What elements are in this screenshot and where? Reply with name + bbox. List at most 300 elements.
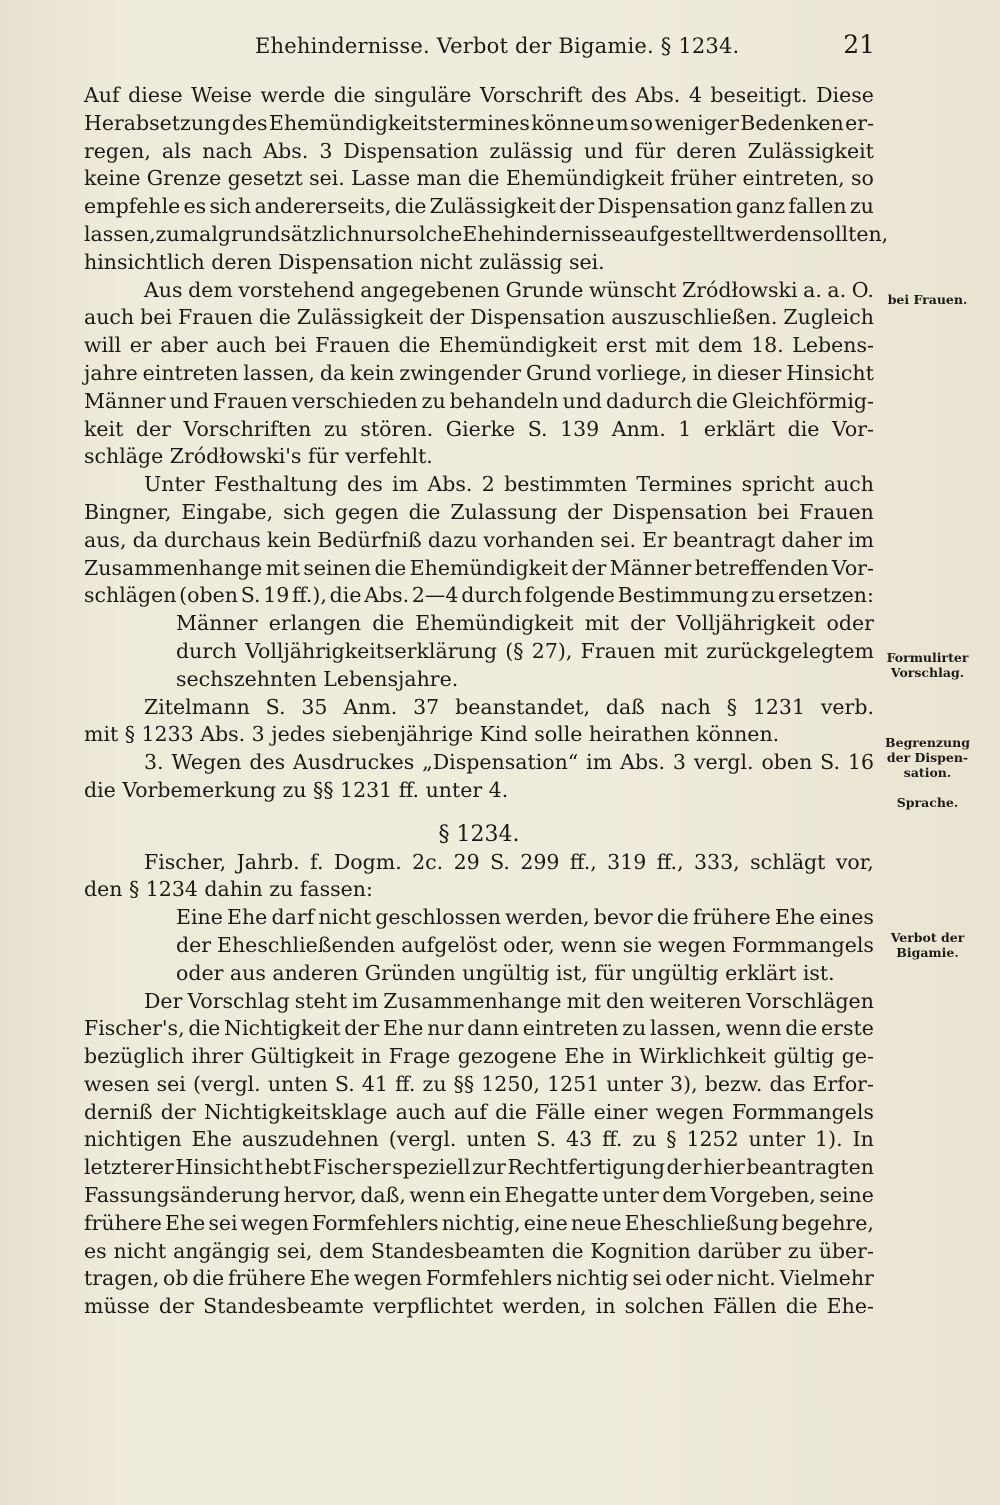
word: ob — [163, 1266, 189, 1291]
word: angängig — [173, 1238, 270, 1263]
word: gesetzt — [227, 166, 303, 191]
word: zu — [422, 1071, 447, 1096]
word: vergl. — [693, 750, 754, 775]
word: ff., — [569, 849, 597, 874]
word: dadurch — [606, 388, 693, 413]
word: sei — [208, 1210, 238, 1235]
word: Hinsicht — [175, 1155, 263, 1180]
word: 319 — [607, 849, 647, 874]
word: auszudehnen — [241, 1127, 379, 1152]
word: f. — [310, 849, 324, 874]
word: Gleichförmig- — [731, 388, 874, 413]
word: es — [183, 194, 207, 219]
word: um — [596, 110, 629, 135]
word: dem — [188, 277, 233, 302]
text-line — [84, 304, 874, 332]
word: dann — [467, 1016, 519, 1041]
word: 139 — [560, 416, 600, 441]
word: grundsätzlich — [217, 221, 360, 246]
word: 3 — [672, 750, 686, 775]
text-line — [84, 527, 874, 555]
word: ge- — [841, 1044, 874, 1069]
word: wegen — [353, 1266, 422, 1291]
word: die — [408, 499, 441, 524]
word: aus, — [84, 527, 127, 552]
word: 19 — [263, 583, 290, 608]
word: (oben — [179, 583, 238, 608]
text-line — [84, 749, 874, 777]
word: 3 — [319, 138, 333, 163]
word: S. — [536, 1127, 557, 1152]
word: mit — [655, 333, 690, 358]
word: wenn — [560, 932, 617, 957]
word: Anm. — [343, 694, 398, 719]
word: Auf — [84, 83, 120, 107]
text-line — [84, 277, 874, 305]
word: im — [392, 472, 419, 497]
word: unter — [602, 1183, 659, 1208]
word: Standesbeamte — [203, 1294, 364, 1319]
word: Abs. — [620, 750, 666, 775]
word: der — [666, 1155, 702, 1180]
text-line — [84, 388, 874, 416]
word: Grunde — [505, 277, 584, 302]
word: seine — [819, 1183, 874, 1208]
word: Dispensation — [612, 499, 748, 524]
word: neue — [570, 1210, 622, 1235]
text-line: den § 1234 dahin zu fassen: — [84, 877, 373, 902]
word: Zulassung — [450, 499, 558, 524]
page-header — [255, 30, 875, 64]
word: der — [567, 499, 603, 524]
word: stören. — [360, 416, 434, 441]
word: „Dispensation“ — [422, 750, 579, 775]
word: wegen — [655, 1099, 724, 1124]
word: der — [344, 1016, 380, 1041]
word: Der — [144, 988, 183, 1013]
word: des — [231, 110, 268, 135]
word: Frauen — [580, 638, 656, 663]
text-line — [84, 82, 874, 110]
text-line — [84, 165, 874, 193]
word: frühere — [84, 1210, 162, 1235]
word: behandeln — [449, 388, 559, 413]
word: der — [160, 1099, 196, 1124]
word: die — [785, 1294, 818, 1319]
word: für — [634, 138, 666, 163]
word: die — [551, 1238, 584, 1263]
word: so — [630, 110, 653, 135]
word: Frauen — [799, 499, 874, 524]
word: unter — [606, 1071, 663, 1096]
word: die — [394, 194, 427, 219]
word: tragen, — [84, 1266, 160, 1291]
text-line — [84, 332, 874, 360]
text-line — [84, 638, 874, 666]
text-line — [84, 110, 874, 138]
word: Ehe — [191, 1127, 232, 1152]
word: daß, — [360, 1183, 406, 1208]
word: Volljährigkeitserklärung — [245, 638, 498, 663]
word: erste — [821, 1016, 874, 1041]
word: nach — [202, 138, 253, 163]
word: 1251 — [547, 1071, 600, 1096]
word: Grenze — [146, 166, 222, 191]
word: 35 — [301, 694, 328, 719]
text-line — [84, 1015, 874, 1043]
word: 16 — [847, 750, 874, 775]
word: auch — [84, 305, 135, 330]
word: Zulässigkeit — [747, 138, 874, 163]
word: die — [333, 83, 366, 107]
word: S. — [490, 849, 510, 874]
word: diese — [128, 83, 183, 107]
word: lassen, — [84, 221, 156, 246]
word: Vorschrift — [479, 83, 583, 107]
word: als — [161, 138, 192, 163]
word: Wirklichkeit — [639, 1044, 766, 1069]
word: oben — [761, 750, 813, 775]
word: er — [129, 333, 152, 358]
word: regen, — [84, 138, 151, 163]
word: erklärt — [703, 416, 776, 441]
word: wegen — [657, 932, 727, 957]
word: Fischer — [312, 1155, 391, 1180]
word: speziell — [392, 1155, 471, 1180]
text-line — [84, 1126, 874, 1154]
word: zurückgelegtem — [706, 638, 874, 663]
word: S. — [240, 583, 261, 608]
text-line: die Vorbemerkung zu §§ 1231 ff. unter 4. — [84, 777, 509, 802]
word: Rechtfertigung — [507, 1155, 665, 1180]
word: aufgestellt — [623, 221, 735, 246]
word: Zugleich — [783, 305, 874, 330]
word: Dispensation — [343, 138, 479, 163]
word: vorhanden — [483, 527, 595, 552]
word: sei. — [309, 166, 345, 191]
word: 1252 — [686, 1127, 739, 1152]
word: die — [785, 1016, 818, 1041]
word: (§ — [505, 638, 524, 663]
word: man — [416, 166, 462, 191]
word: nicht — [113, 1238, 167, 1263]
page-number: 21 — [843, 30, 875, 59]
word: Fassungsänderung — [84, 1183, 281, 1208]
word: der — [135, 416, 171, 441]
word: 2 — [481, 472, 495, 497]
word: werde — [260, 83, 326, 107]
word: empfehle — [84, 194, 181, 219]
word: weiteren — [649, 988, 742, 1013]
word: 299 — [520, 849, 560, 874]
word: im — [586, 750, 613, 775]
word: unter — [748, 1127, 806, 1152]
word: Eheschließenden — [217, 932, 396, 957]
word: die — [258, 305, 291, 330]
word: Ehe- — [826, 1294, 874, 1319]
word: verpflichtet — [372, 1294, 494, 1319]
word: a. — [827, 277, 847, 302]
word: auch — [395, 1099, 446, 1124]
word: schlägt — [750, 849, 826, 874]
word: folgende — [524, 583, 615, 608]
word: erst — [605, 333, 647, 358]
word: 3), — [670, 1071, 698, 1096]
word: beanstandet, — [455, 694, 590, 719]
word: 1). — [815, 1127, 843, 1152]
word: ff. — [395, 1071, 416, 1096]
word: angegebenen — [360, 277, 500, 302]
word: der — [429, 305, 465, 330]
word: des — [249, 750, 286, 775]
word: die — [495, 1099, 527, 1124]
word: Bingner, — [84, 499, 172, 524]
text-line: oder aus anderen Gründen ungültig ist, für ungültig erklärt ist. — [176, 960, 835, 985]
word: der — [158, 1294, 194, 1319]
section-heading: § 1234. — [438, 821, 520, 847]
word: unten — [466, 1127, 527, 1152]
word: keit — [84, 416, 124, 441]
word: in — [361, 1044, 382, 1069]
word: durchaus — [164, 527, 261, 552]
word: in — [595, 1294, 616, 1319]
word: werden, — [505, 905, 590, 930]
word: und — [169, 388, 210, 413]
word: zur — [472, 1155, 506, 1180]
word: betreffenden — [694, 555, 829, 580]
word: die — [656, 905, 689, 930]
word: Erfor- — [812, 1071, 874, 1096]
word: Formfehlers — [425, 1266, 553, 1291]
word: ersetzen: — [778, 583, 874, 608]
word: andererseits, — [254, 194, 392, 219]
word: der — [559, 194, 595, 219]
word: oder — [665, 1266, 713, 1291]
word: verschieden — [291, 388, 418, 413]
word: die — [329, 583, 362, 608]
word: Lasse — [351, 166, 411, 191]
word: Ehe — [309, 1266, 350, 1291]
word: so — [851, 166, 874, 191]
word: Abs. — [427, 472, 473, 497]
word: Dispensation — [597, 194, 733, 219]
word: bezw. — [704, 1071, 763, 1096]
word: ganz — [735, 194, 786, 219]
section-gap — [84, 805, 874, 821]
word: Ehemündigkeitstermines — [269, 110, 530, 135]
text-line — [84, 471, 874, 499]
word: bei — [274, 333, 307, 358]
word: Abs. — [364, 583, 410, 608]
text-line — [84, 849, 874, 877]
word: (vergl. — [388, 1127, 457, 1152]
word: jahre — [84, 360, 138, 385]
text-line — [84, 1154, 874, 1182]
word: eines — [819, 905, 874, 930]
word: ein — [469, 1183, 501, 1208]
word: Nichtigkeit — [224, 1016, 341, 1041]
word: Ehemündigkeit — [505, 166, 665, 191]
margin-note-bei-frauen: bei Frauen. — [887, 292, 968, 307]
word: S. — [334, 1071, 355, 1096]
word: lassen, — [243, 360, 315, 385]
word: dem — [319, 1238, 364, 1263]
word: Bedenken — [740, 110, 844, 135]
word: 2c. — [412, 849, 444, 874]
word: erlangen — [268, 611, 362, 636]
word: wesen — [84, 1071, 150, 1096]
word: O. — [851, 277, 874, 302]
word: a. — [803, 277, 822, 302]
word: kein — [350, 360, 395, 385]
word: nur — [427, 1016, 464, 1041]
text-line: hinsichtlich deren Dispensation nicht zulässig sei. — [84, 249, 605, 274]
word: sich — [209, 194, 252, 219]
word: früher — [670, 166, 737, 191]
word: Ehemündigkeit — [409, 555, 568, 580]
text-line — [84, 582, 874, 610]
word: 1 — [678, 416, 692, 441]
word: sei — [156, 1071, 186, 1096]
word: Ehegatte — [504, 1183, 599, 1208]
word: Nichtigkeitsklage — [203, 1099, 388, 1124]
word: mit — [584, 611, 619, 636]
word: Ehe — [227, 905, 268, 930]
word: schlägen — [84, 583, 177, 608]
word: hebt — [264, 1155, 312, 1180]
word: mit — [566, 988, 601, 1013]
word: Unter — [144, 472, 205, 497]
word: 18. — [751, 333, 784, 358]
word: Frauen — [213, 388, 288, 413]
word: sei — [632, 1266, 662, 1291]
word: Ehe — [164, 1210, 206, 1235]
word: Abs. — [263, 138, 309, 163]
word: wünscht — [588, 277, 677, 302]
text-line: mit § 1233 Abs. 3 jedes siebenjährige Kind solle heirathen können. — [84, 722, 780, 747]
word: Wegen — [171, 750, 242, 775]
word: beseitigt. — [710, 83, 808, 107]
text-line — [84, 1238, 874, 1266]
word: Gültigkeit — [250, 1044, 355, 1069]
word: eintreten, — [742, 166, 845, 191]
word: Zródłowski — [681, 277, 798, 302]
word: die — [398, 333, 431, 358]
word: ff., — [656, 849, 684, 874]
word: nichtig — [556, 1266, 629, 1291]
word: dem — [697, 333, 743, 358]
text-line — [84, 360, 874, 388]
word: in — [612, 1044, 632, 1069]
word: Ehemündigkeit — [415, 611, 574, 636]
word: verb. — [820, 694, 874, 719]
word: ihrer — [191, 1044, 244, 1069]
word: des — [590, 83, 627, 107]
word: zu — [632, 1127, 657, 1152]
word: Vorgeben, — [710, 1183, 816, 1208]
word: darüber — [697, 1238, 781, 1263]
word: Vorschlägen — [746, 988, 874, 1013]
word: 43 — [566, 1127, 593, 1152]
word: dieser — [717, 360, 782, 385]
word: Vor- — [831, 416, 874, 441]
word: Weise — [191, 83, 252, 107]
word: es — [84, 1238, 107, 1263]
word: Eheschließung — [624, 1210, 779, 1235]
word: in — [692, 360, 713, 385]
word: Zulässigkeit — [429, 194, 556, 219]
word: Ehe — [383, 1016, 424, 1041]
word: 1231 — [752, 694, 805, 719]
word: Zusammenhange — [84, 555, 263, 580]
word: Frage — [388, 1044, 451, 1069]
word: sollten, — [812, 221, 889, 246]
word: gegen — [334, 499, 399, 524]
word: Fischer's, — [84, 1016, 185, 1041]
word: dem — [662, 1183, 707, 1208]
word: Eingabe, — [181, 499, 274, 524]
word: seinen — [303, 555, 372, 580]
word: Volljährigkeit — [676, 611, 816, 636]
text-line — [84, 1182, 874, 1210]
word: bei — [140, 305, 172, 330]
word: unten — [267, 1071, 328, 1096]
word: der — [176, 932, 212, 957]
word: hervor, — [283, 1183, 357, 1208]
word: Er — [642, 527, 667, 552]
word: Formfehlers — [311, 1210, 439, 1235]
word: Zulässigkeit — [296, 305, 424, 330]
word: wegen — [240, 1210, 309, 1235]
word: frühere — [692, 905, 771, 930]
word: deren — [676, 138, 737, 163]
margin-note-formulirter-vorschlag: Formulirter Vorschlag. — [886, 650, 969, 680]
word: und — [562, 388, 603, 413]
word: 4 — [688, 83, 702, 107]
word: Männer — [609, 555, 692, 580]
word: aber — [160, 333, 208, 358]
text-line — [84, 1043, 874, 1071]
word: könne — [531, 110, 595, 135]
word: vorstehend — [238, 277, 355, 302]
word: § — [666, 1127, 677, 1152]
word: mit — [663, 638, 698, 663]
word: zu — [421, 388, 446, 413]
word: zumal — [155, 221, 218, 246]
word: gezogene — [457, 1044, 557, 1069]
word: eintreten — [522, 1016, 619, 1041]
word: mit — [265, 555, 300, 580]
word: im — [847, 527, 874, 552]
word: Jahrb. — [236, 849, 300, 874]
text-line — [84, 988, 874, 1016]
word: Fälle — [535, 1099, 586, 1124]
word: Vorschlag — [187, 988, 290, 1013]
word: Kognition — [590, 1238, 691, 1263]
word: Festhaltung — [213, 472, 338, 497]
word: beantragt — [672, 527, 776, 552]
word: 3. — [144, 750, 164, 775]
word: durch — [461, 583, 523, 608]
word: eine — [523, 1210, 568, 1235]
word: Standesbeamten — [370, 1238, 545, 1263]
margin-notes — [880, 0, 995, 1505]
word: durch — [176, 638, 237, 663]
word: beantragten — [746, 1155, 874, 1180]
word: keine — [84, 166, 141, 191]
word: darf — [271, 905, 315, 930]
word: der — [571, 555, 607, 580]
